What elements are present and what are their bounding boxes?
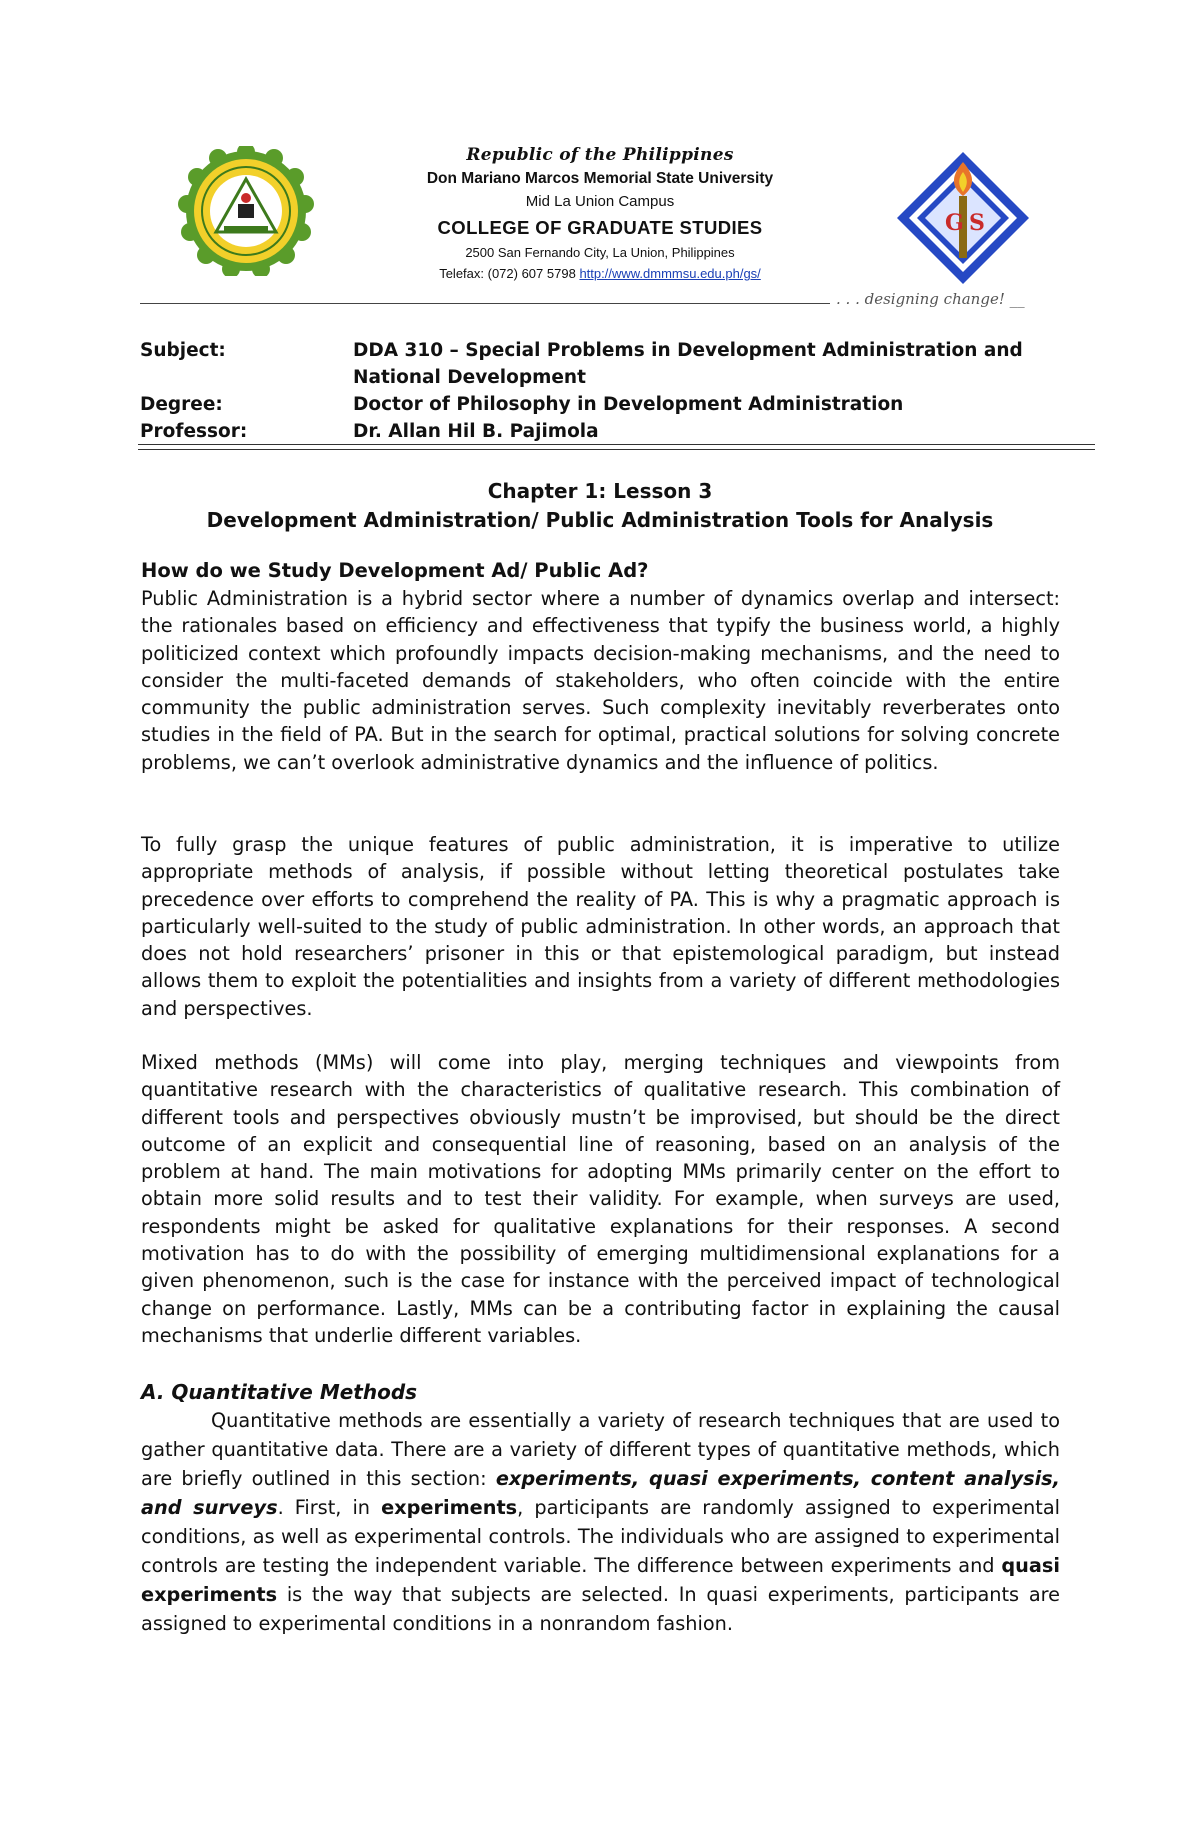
quantitative-section [141, 1378, 1060, 1638]
info-row-subject [140, 337, 1060, 391]
chapter-title: Chapter 1: Lesson 3 [487, 479, 713, 503]
q-text-3: , participants are randomly assigned to experimental conditions, as well as experimental controls. The individuals who are assigned to experimental controls are testing the independent variable. The difference between experiments and [141, 1496, 1061, 1577]
q-text-2: . First, in [277, 1496, 382, 1519]
website-link[interactable]: http://www.dmmmsu.edu.ph/gs/ [579, 266, 761, 281]
study-paragraph-2-block [141, 831, 1060, 1022]
letterhead-text [340, 143, 860, 284]
campus-name: Mid La Union Campus [525, 193, 675, 210]
letterhead-divider [140, 303, 830, 304]
q-bold-experiments: experiments [381, 1496, 518, 1519]
study-section [141, 557, 1060, 776]
graduate-studies-logo [893, 148, 1033, 288]
study-paragraph-3-block [141, 1049, 1060, 1349]
study-paragraph-2: To fully grasp the unique features of public administration, it is imperative to utilize appropriate methods of analysis, if possible without letting theoretical postulates take precedence over efforts to comprehend the reality of PA. This is why a pragmatic approach is particularly well-suited to the study of public administration. In other words, an approach that does not hold researchers’ prisoner in this or that epistemological paradigm, but instead allows them to exploit the potentialities and insights from a variety of different methodologies and perspectives. [141, 833, 1060, 1020]
subject-value: DDA 310 – Special Problems in Development Administration and National Development [353, 340, 1023, 388]
republic-line: Republic of the Philippines [466, 145, 734, 165]
q-bold-methods: experiments, quasi experiments, content analysis, and surveys [141, 1467, 1060, 1519]
degree-label: Degree: [140, 394, 223, 415]
double-rule-bottom [138, 449, 1095, 450]
professor-label: Professor: [140, 421, 248, 442]
q-text-4: is the way that subjects are selected. In quasi experiments, participants are assigned to experimental conditions in a nonrandom fashion. [141, 1583, 1060, 1635]
college-name: COLLEGE OF GRADUATE STUDIES [437, 217, 763, 238]
q-text-1: Quantitative methods are essentially a variety of research techniques that are used to gather quantitative data. There are a variety of different types of quantitative methods, which are briefly outlined in this section: [141, 1409, 1060, 1490]
info-row-degree [140, 391, 1060, 418]
contact-line [340, 263, 860, 284]
university-name: Don Mariano Marcos Memorial State University [426, 170, 774, 187]
degree-value: Doctor of Philosophy in Development Administration [353, 394, 904, 415]
study-paragraph-1: Public Administration is a hybrid sector where a number of dynamics overlap and intersect: the rationales based on efficiency and effectiveness that typify the business world, a highly politicized context which profoundly impacts decision-making mechanisms, and the need to consider the multi-faceted demands of stakeholders, who often coincide with the entire community the public administration serves. Such complexity inevitably reverberates onto studies in the field of PA. But in the search for optimal, practical solutions for solving concrete problems, we can’t overlook administrative dynamics and the influence of politics. [141, 587, 1060, 774]
address-line: 2500 San Fernando City, La Union, Philippines [465, 245, 735, 260]
study-paragraph-3: Mixed methods (MMs) will come into play, merging techniques and viewpoints from quantitative research with the characteristics of qualitative research. This combination of different tools and perspectives obviously mustn’t be improvised, but should be the direct outcome of an explicit and consequential line of reasoning, based on an analysis of the problem at hand. The main motivations for adopting MMs primarily center on the effort to obtain more solid results and to test their validity. For example, when surveys are used, respondents might be asked for qualitative explanations for their responses. A second motivation has to do with the possibility of emerging multidimensional explanations for a given phenomenon, such is the case for instance with the perceived impact of technological change on performance. Lastly, MMs can be a contributing factor in explaining the causal mechanisms that underlie different variables. [141, 1051, 1060, 1347]
q-bold-quasi: quasi experiments [141, 1554, 1060, 1606]
professor-value: Dr. Allan Hil B. Pajimola [353, 421, 599, 442]
info-row-professor [140, 418, 1060, 445]
svg-text:S: S [969, 210, 985, 236]
lesson-subtitle: Development Administration/ Public Administration Tools for Analysis [206, 508, 994, 532]
telefax: Telefax: (072) 607 5798 [439, 266, 576, 281]
study-heading: How do we Study Development Ad/ Public Ad? [141, 559, 649, 582]
tagline: . . . designing change! __ [836, 290, 1025, 308]
course-info [140, 337, 1060, 445]
svg-text:G: G [945, 210, 964, 236]
double-rule-top [138, 444, 1095, 445]
university-seal-logo [176, 146, 316, 276]
quantitative-paragraph [141, 1406, 1060, 1638]
subject-label: Subject: [140, 340, 226, 361]
quantitative-heading: A. Quantitative Methods [141, 1380, 418, 1404]
lesson-title [140, 477, 1060, 535]
